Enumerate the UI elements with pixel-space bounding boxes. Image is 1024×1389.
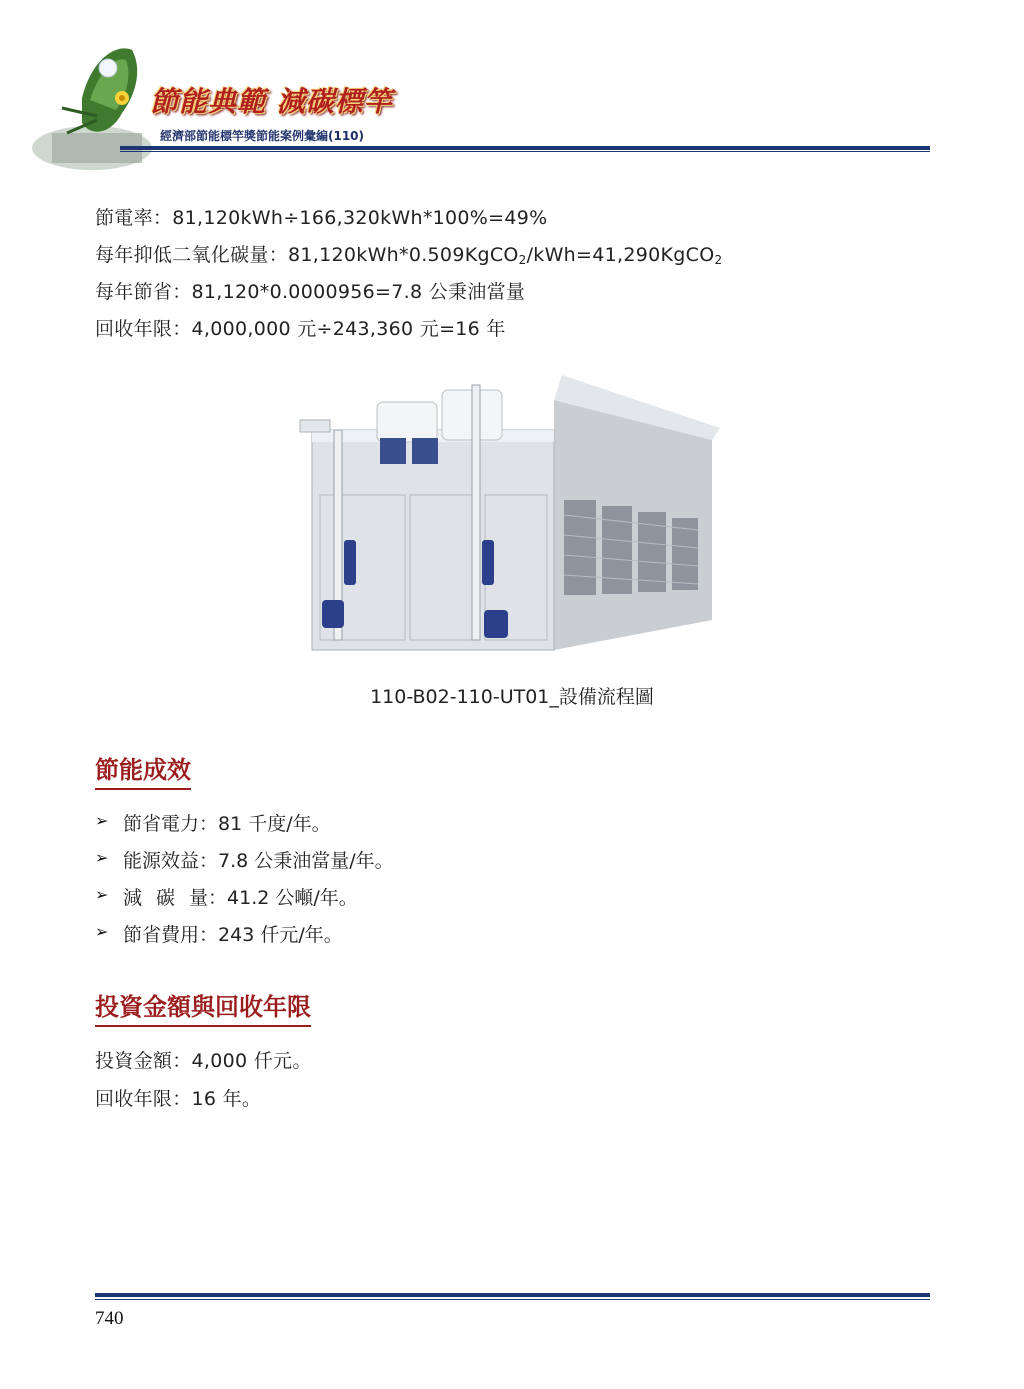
brand-title: 節能典範 減碳標竿 bbox=[150, 85, 393, 118]
header-rule-thin bbox=[120, 151, 930, 152]
section-title-investment: 投資金額與回收年限 bbox=[95, 987, 311, 1027]
list-item bbox=[95, 920, 343, 947]
header-rule bbox=[120, 146, 930, 150]
equipment-photo bbox=[292, 360, 722, 655]
item-value: ：81 千度/年。 bbox=[199, 813, 331, 835]
arrow-bullet-icon: ➢ bbox=[95, 848, 109, 867]
item-label: 減碳量 bbox=[123, 887, 223, 909]
co2-subscript: 2 bbox=[714, 253, 723, 267]
oil-saving-line: 每年節省：81,120*0.0000956=7.8 公秉油當量 bbox=[95, 281, 526, 303]
item-value: ：41.2 公噸/年。 bbox=[208, 887, 358, 909]
co2-text-b: /kWh=41,290KgCO bbox=[526, 244, 715, 266]
page-number: 740 bbox=[95, 1308, 124, 1329]
list-item bbox=[95, 883, 358, 910]
item-label: 節省費用 bbox=[123, 924, 200, 946]
brand-subtitle: 經濟部節能標竿獎節能案例彙編(110) bbox=[160, 129, 365, 143]
list-item bbox=[95, 846, 394, 873]
footer-rule bbox=[95, 1293, 930, 1297]
item-label: 節省電力 bbox=[123, 813, 200, 835]
footer-rule-thin bbox=[95, 1299, 930, 1300]
item-value: ：243 仟元/年。 bbox=[199, 924, 343, 946]
co2-line bbox=[95, 240, 722, 267]
investment-amount: 投資金額：4,000 仟元。 bbox=[95, 1050, 312, 1072]
list-item bbox=[95, 809, 331, 836]
arrow-bullet-icon: ➢ bbox=[95, 885, 109, 904]
item-value: ：7.8 公秉油當量/年。 bbox=[199, 850, 394, 872]
arrow-bullet-icon: ➢ bbox=[95, 922, 109, 941]
saving-rate-line: 節電率：81,120kWh÷166,320kWh*100%=49% bbox=[95, 207, 548, 229]
arrow-bullet-icon: ➢ bbox=[95, 811, 109, 830]
figure-caption: 110-B02-110-UT01_設備流程圖 bbox=[370, 686, 654, 708]
item-label: 能源效益 bbox=[123, 850, 200, 872]
payback-calc-line: 回收年限：4,000,000 元÷243,360 元=16 年 bbox=[95, 318, 506, 340]
section-title-effect: 節能成效 bbox=[95, 750, 191, 790]
co2-subscript: 2 bbox=[518, 253, 527, 267]
co2-text-a: 每年抑低二氧化碳量：81,120kWh*0.509KgCO bbox=[95, 244, 519, 266]
payback-period: 回收年限：16 年。 bbox=[95, 1088, 262, 1110]
